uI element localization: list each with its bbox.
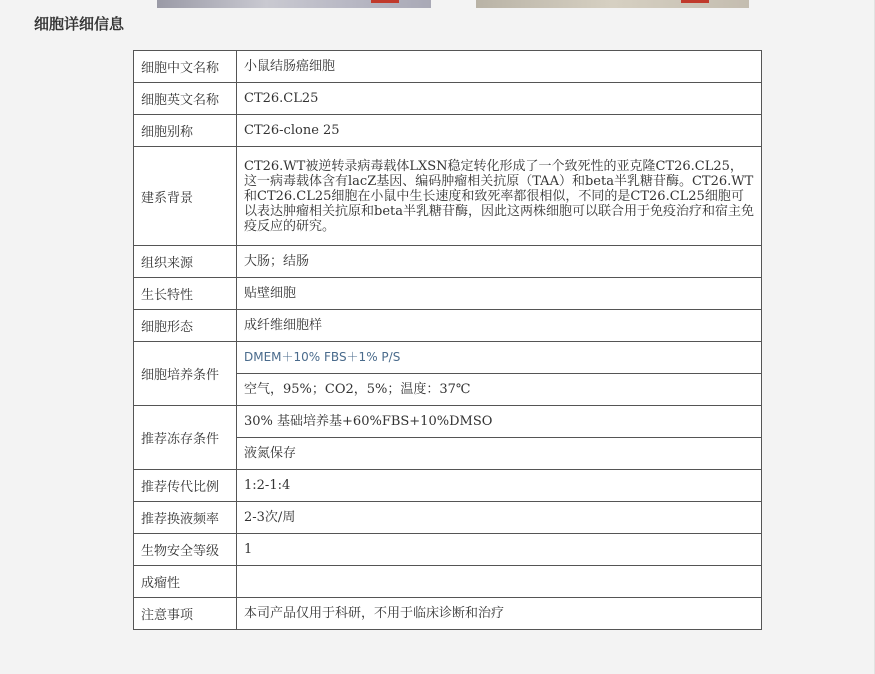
- table-row: [134, 566, 762, 598]
- row-label: 细胞培养条件: [134, 342, 237, 406]
- row-label: 成瘤性: [134, 566, 237, 598]
- table-row: [134, 147, 762, 246]
- row-label: 推荐传代比例: [134, 470, 237, 502]
- row-label: 细胞别称: [134, 115, 237, 147]
- row-value: [237, 342, 762, 374]
- row-label: 注意事项: [134, 598, 237, 630]
- table-row: [134, 278, 762, 310]
- row-label: 推荐换液频率: [134, 502, 237, 534]
- table-row: [134, 246, 762, 278]
- row-label: 推荐冻存条件: [134, 406, 237, 470]
- table-row: [134, 310, 762, 342]
- top-image-left: [157, 0, 431, 8]
- row-label: 生物安全等级: [134, 534, 237, 566]
- table-row: [134, 83, 762, 115]
- row-value: 30% 基础培养基+60%FBS+10%DMSO: [237, 406, 762, 438]
- row-label: 细胞中文名称: [134, 51, 237, 83]
- table-row: [134, 342, 762, 374]
- table-row: [134, 470, 762, 502]
- row-value: CT26-clone 25: [237, 115, 762, 147]
- row-value: 贴壁细胞: [237, 278, 762, 310]
- table-row: [134, 598, 762, 630]
- row-value: 2-3次/周: [237, 502, 762, 534]
- row-value: CT26.CL25: [237, 83, 762, 115]
- row-value: 1: [237, 534, 762, 566]
- row-label: 细胞形态: [134, 310, 237, 342]
- cell-info-table: [133, 50, 762, 630]
- row-value: 本司产品仅用于科研，不用于临床诊断和治疗: [237, 598, 762, 630]
- top-image-right: [476, 0, 749, 8]
- image-mark: [681, 0, 709, 3]
- row-label: 细胞英文名称: [134, 83, 237, 115]
- table-row: [134, 115, 762, 147]
- table-row: [134, 502, 762, 534]
- image-mark: [371, 0, 399, 3]
- row-value: 成纤维细胞样: [237, 310, 762, 342]
- row-value: 大肠；结肠: [237, 246, 762, 278]
- row-value: [237, 566, 762, 598]
- row-label: 生长特性: [134, 278, 237, 310]
- table-row: [134, 51, 762, 83]
- row-value: 1:2-1:4: [237, 470, 762, 502]
- row-value: CT26.WT被逆转录病毒载体LXSN稳定转化形成了一个致死性的亚克隆CT26.CL25，这一病毒载体含有lacZ基因、编码肿瘤相关抗原（TAA）和beta半乳糖苷酶。CT26.WT和CT26.CL25细胞在小鼠中生长速度和致死率都很相似，不同的是CT26.CL25细胞可以表达肿瘤相关抗原和beta半乳糖苷酶，因此这两株细胞可以联合用于免疫治疗和宿主免疫反应的研究。: [237, 147, 762, 246]
- culture-medium-text: DMEM＋10% FBS＋1% P/S: [244, 350, 401, 364]
- row-value: 液氮保存: [237, 438, 762, 470]
- row-value: 空气，95%；CO2，5%；温度：37℃: [237, 374, 762, 406]
- table-row: [134, 534, 762, 566]
- table-row: [134, 406, 762, 438]
- row-label: 组织来源: [134, 246, 237, 278]
- row-value: 小鼠结肠癌细胞: [237, 51, 762, 83]
- row-label: 建系背景: [134, 147, 237, 246]
- section-title: 细胞详细信息: [34, 15, 125, 33]
